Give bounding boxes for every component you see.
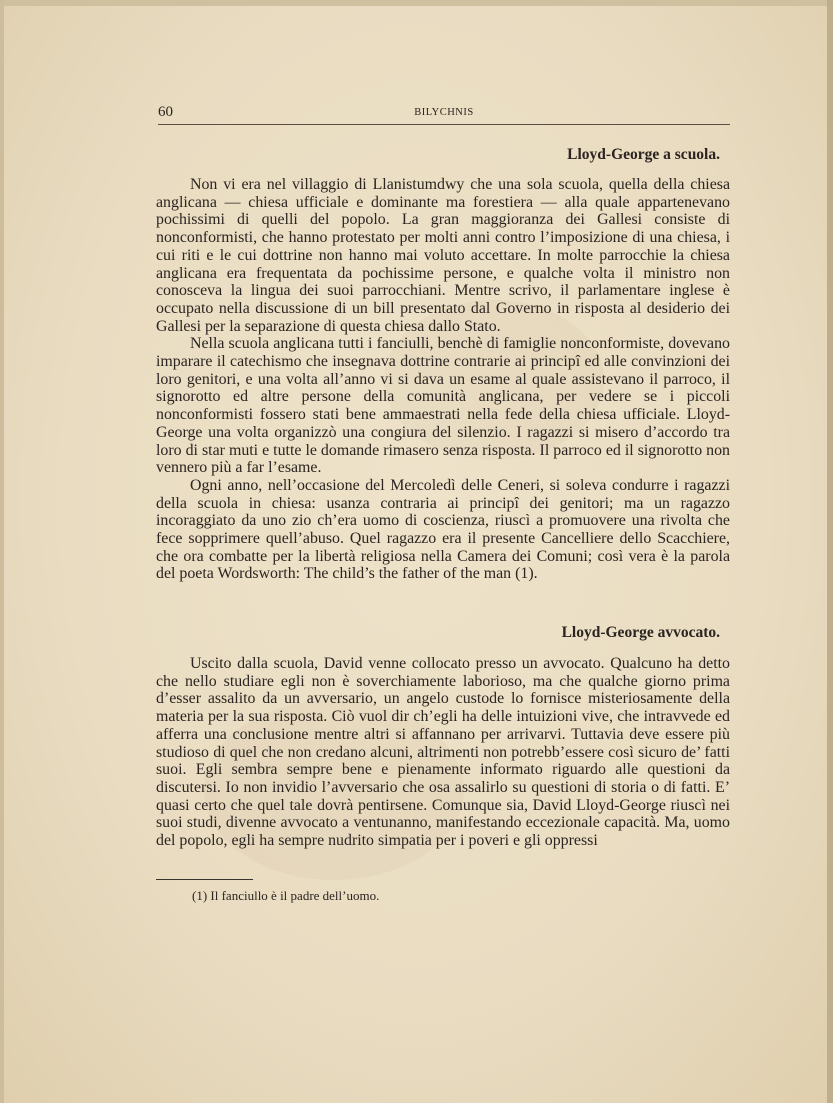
running-title: BILYCHNIS <box>414 107 474 118</box>
header-rule <box>158 124 730 125</box>
section-body-avvocato <box>156 655 730 850</box>
footnote: (1) Il fanciullo è il padre dell’uomo. <box>192 888 380 903</box>
paragraph: Non vi era nel villaggio di Llanistumdwy che una sola scuola, quella della chiesa anglicana — chiesa ufficiale e dominante ma forestiera — alla quale appartenevano pochissimi di quelli del popolo. La gran maggioranza dei Gallesi consiste di nonconformisti, che hanno protestato per molti anni contro l’imposizione di una chiesa, i cui riti e le cui dottrine non hanno mai voluto accettare. In molte parrocchie la chiesa anglicana era frequentata da pochissime persone, e qualche volta il ministro non conosceva la lingua dei suoi parrocchiani. Mentre scrivo, il parlamentare inglese è occupato nella discussione di un bill presentato dal Governo in risposta al desiderio dei Gallesi per la separazione di questa chiesa dallo Stato. <box>156 176 730 335</box>
paragraph: Nella scuola anglicana tutti i fanciulli, benchè di famiglie nonconformiste, dovevano imparare il catechismo che insegnava dottrine contrarie ai principî ed alle convinzioni dei loro genitori, e una volta all’anno vi si dava un esame al quale assistevano il parroco, il signorotto ed altre persone della comunità anglicana, per vedere se i piccoli nonconformisti fossero stati bene ammaestrati nella fede della chiesa ufficiale. Lloyd-George una volta organizzò una congiura del silenzio. I ragazzi si misero d’accordo tra loro di star muti e tutte le domande rimasero senza risposta. Il parroco ed il signorotto non vennero più a far l’esame. <box>156 335 730 477</box>
paragraph: Ogni anno, nell’occasione del Mercoledì delle Ceneri, si soleva condurre i ragazzi della scuola in chiesa: usanza contraria ai principî dei genitori; ma un ragazzo incoraggiato da uno zio ch’era uomo di coscienza, riuscì a promuovere una rivolta che fece sopprimere quell’abuso. Quel ragazzo era il presente Cancelliere dello Scacchiere, che ora combatte per la libertà religiosa nella Camera dei Comuni; così vera è la parola del poeta Wordsworth: The child’s the father of the man (1). <box>156 476 730 583</box>
page-number: 60 <box>158 104 173 120</box>
paragraph: Uscito dalla scuola, David venne collocato presso un avvocato. Qualcuno ha detto che nello studiare egli non è soverchiamente laborioso, ma che qualche giorno prima d’esser assalito da un avversario, un angelo custode lo fornisce misteriosamente della materia per la sua risposta. Ciò vuol dir ch’egli ha delle intuizioni vive, che intravvede ed afferra una conclusione mentre altri si affannano per arrivarvi. Tuttavia deve essere più studioso di quel che non credano alcuni, altrimenti non potrebb’essere così sicuro de’ fatti suoi. Egli sembra sempre bene e pienamente informato riguardo alle questioni da discutersi. Io non invidio l’avversario che osa assalirlo su questioni di storia o di fatti. E’ quasi certo che quel tale dovrà pentirsene. Comunque sia, David Lloyd-George riuscì nei suoi studi, divenne avvocato a ventunanno, manifestando eccezionale capacità. Ma, uomo del popolo, egli ha sempre nudrito simpatia per i poveri e gli oppressi <box>156 655 730 850</box>
section-heading-scuola: Lloyd-George a scuola. <box>567 146 720 163</box>
section-heading-avvocato: Lloyd-George avvocato. <box>561 624 720 641</box>
running-header <box>158 104 730 126</box>
section-body-scuola <box>156 176 730 583</box>
page-top-edge <box>4 0 827 6</box>
footnote-rule <box>156 879 253 880</box>
